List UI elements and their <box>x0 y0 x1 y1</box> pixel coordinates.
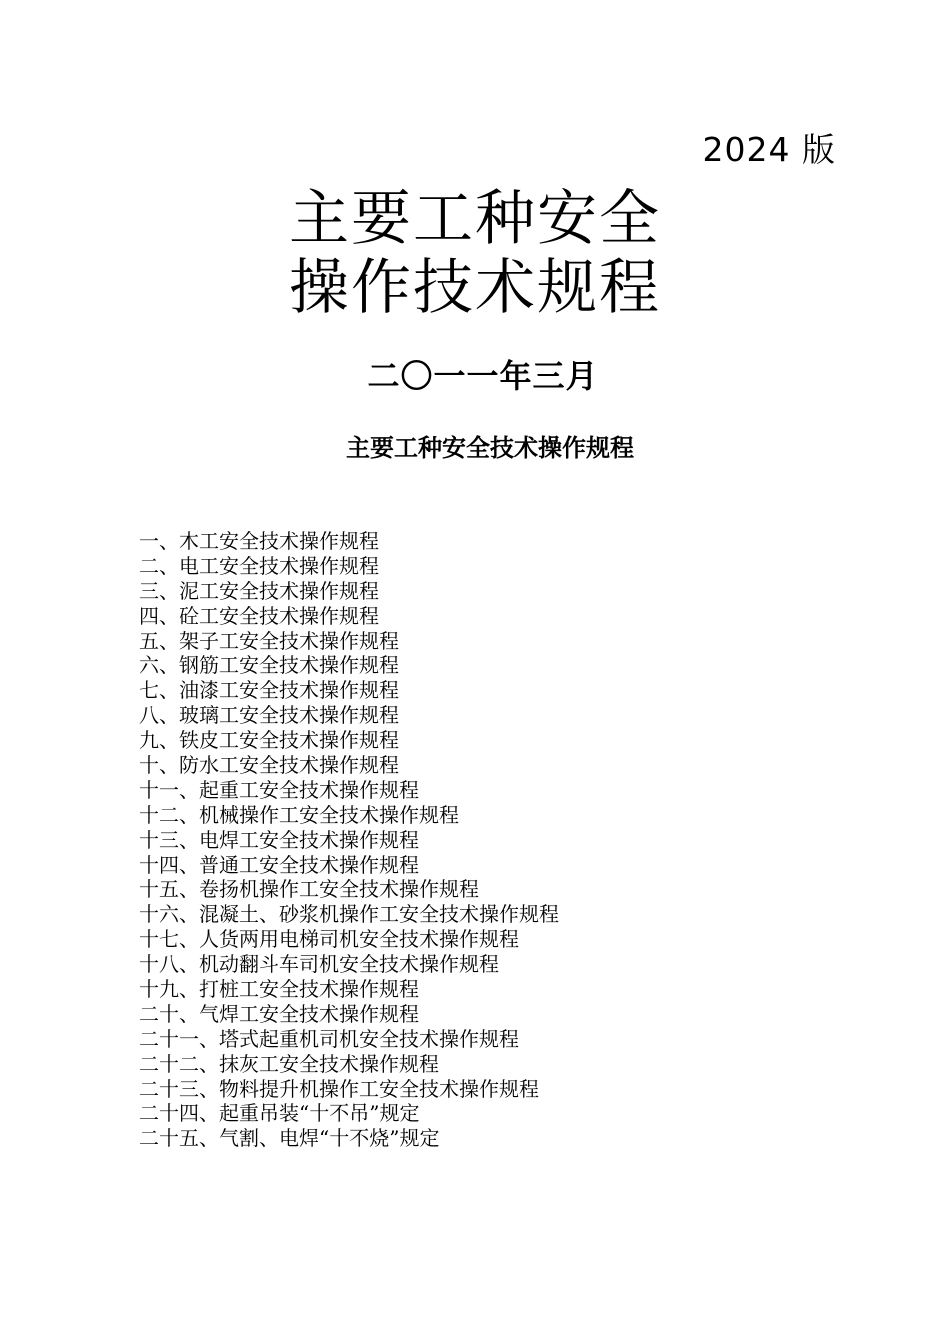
toc-item: 二十、气焊工安全技术操作规程 <box>139 1001 419 1026</box>
toc-item: 十、防水工安全技术操作规程 <box>139 753 399 778</box>
toc-item: 十八、机动翻斗车司机安全技术操作规程 <box>139 952 499 977</box>
toc-item: 五、架子工安全技术操作规程 <box>139 628 399 653</box>
toc-item: 二十二、抹灰工安全技术操作规程 <box>139 1051 439 1076</box>
contents-heading: 主要工种安全技术操作规程 <box>346 434 634 462</box>
toc-item: 十七、人货两用电梯司机安全技术操作规程 <box>139 927 519 952</box>
toc-item: 二十一、塔式起重机司机安全技术操作规程 <box>139 1026 519 1051</box>
toc-item: 十六、混凝土、砂浆机操作工安全技术操作规程 <box>139 902 559 927</box>
toc-item: 三、泥工安全技术操作规程 <box>139 578 379 603</box>
toc-item: 九、铁皮工安全技术操作规程 <box>139 728 399 753</box>
toc-item: 一、木工安全技术操作规程 <box>139 529 379 553</box>
toc-item: 二十五、气割、电焊“十不烧”规定 <box>139 1126 440 1151</box>
toc-item: 十五、卷扬机操作工安全技术操作规程 <box>139 877 479 902</box>
toc-item: 二十三、物料提升机操作工安全技术操作规程 <box>139 1076 539 1101</box>
edition-label: 2024 版 <box>702 130 836 169</box>
toc-item: 十二、机械操作工安全技术操作规程 <box>139 802 459 827</box>
publication-date: 二〇一一年三月 <box>367 357 599 395</box>
toc-item: 四、砼工安全技术操作规程 <box>139 603 379 628</box>
toc-item: 十三、电焊工安全技术操作规程 <box>139 827 419 852</box>
toc-item: 二、电工安全技术操作规程 <box>139 553 379 578</box>
toc-item: 十九、打桩工安全技术操作规程 <box>139 977 419 1002</box>
toc-item: 六、钢筋工安全技术操作规程 <box>139 653 399 678</box>
toc-item: 十四、普通工安全技术操作规程 <box>139 852 419 877</box>
toc-item: 七、油漆工安全技术操作规程 <box>139 678 399 703</box>
main-title-line-2: 操作技术规程 <box>289 253 661 323</box>
main-title-line-1: 主要工种安全 <box>289 184 661 254</box>
toc-item: 二十四、起重吊装“十不吊”规定 <box>139 1101 420 1126</box>
toc-item: 十一、起重工安全技术操作规程 <box>139 777 419 802</box>
toc-item: 八、玻璃工安全技术操作规程 <box>139 703 399 728</box>
table-of-contents <box>139 529 559 1151</box>
